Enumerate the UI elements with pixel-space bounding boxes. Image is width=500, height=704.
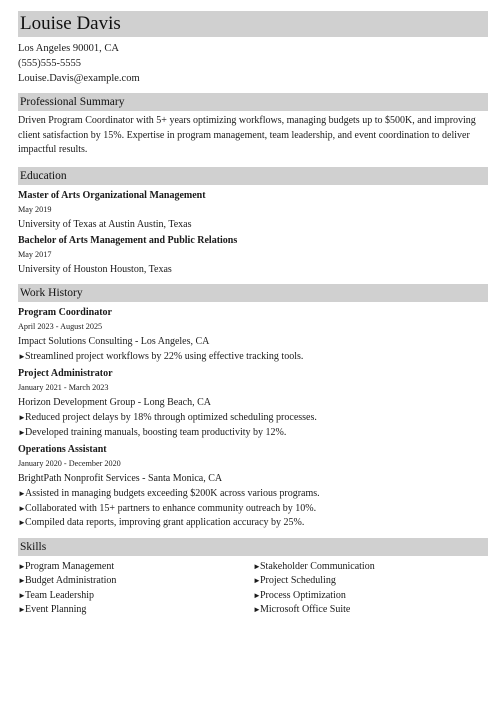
list-item [18, 350, 488, 365]
bullet-icon: ► [18, 518, 26, 527]
education-section-header [18, 167, 488, 185]
bullet-icon: ► [253, 576, 261, 585]
summary-title: Professional Summary [20, 96, 125, 108]
education-list [18, 188, 488, 278]
job-bullet-text: Collaborated with 15+ partners to enhance community outreach by 10%. [25, 502, 317, 514]
job-item [18, 366, 488, 440]
job-title: Operations Assistant [18, 444, 107, 455]
list-item [18, 560, 253, 575]
list-item [18, 516, 488, 531]
job-bullet-text: Developed training manuals, boosting team productivity by 12%. [25, 426, 287, 438]
list-item [18, 502, 488, 517]
skill-text: Program Management [25, 560, 115, 572]
bullet-icon: ► [18, 427, 26, 437]
education-school: University of Texas at Austin Austin, Texas [18, 218, 192, 230]
job-item [18, 442, 488, 531]
skill-text: Budget Administration [25, 575, 117, 586]
list-item [253, 560, 488, 575]
work-section-header [18, 284, 488, 302]
summary-text: Driven Program Coordinator with 5+ years optimizing workflows, managing budgets up to $500K, and improving client satisfaction by 15%. Expertise in program management, team leadership, and event coordination to deliver impactful results. [18, 115, 476, 155]
education-title: Education [20, 169, 67, 182]
skills-right-column [253, 560, 488, 618]
job-bullet-text: Compiled data reports, improving grant application accuracy by 25%. [25, 517, 305, 528]
work-list [18, 305, 488, 531]
resume-page [18, 11, 488, 618]
skills-section-header [18, 538, 488, 556]
job-item [18, 305, 488, 365]
job-company: Horizon Development Group - Long Beach, CA [18, 397, 212, 408]
contact-email: Louise.Davis@example.com [18, 73, 140, 84]
education-date: May 2017 [18, 249, 52, 259]
education-degree: Master of Arts Organizational Management [18, 189, 206, 201]
job-bullets [18, 487, 488, 531]
skills-left-column [18, 560, 253, 618]
bullet-icon: ► [253, 561, 261, 571]
education-item [18, 233, 488, 278]
job-bullet-text: Streamlined project workflows by 22% using effective tracking tools. [25, 350, 304, 362]
job-bullet-text: Assisted in managing budgets exceeding $200K across various programs. [25, 488, 320, 499]
bullet-icon: ► [18, 561, 26, 571]
list-item [18, 487, 488, 502]
job-dates: April 2023 - August 2025 [18, 321, 103, 331]
contact-address: Los Angeles 90001, CA [18, 43, 119, 54]
list-item [18, 589, 253, 604]
skill-text: Event Planning [25, 604, 87, 615]
job-title: Project Administrator [18, 368, 113, 379]
skill-text: Project Scheduling [260, 575, 336, 586]
bullet-icon: ► [18, 576, 26, 585]
list-item [18, 411, 488, 426]
contact-block [18, 41, 488, 86]
skill-text: Stakeholder Communication [260, 560, 375, 572]
skill-text: Microsoft Office Suite [260, 604, 351, 615]
list-item [253, 574, 488, 589]
job-dates: January 2020 - December 2020 [18, 459, 121, 468]
bullet-icon: ► [18, 351, 26, 361]
skill-text: Process Optimization [260, 589, 346, 601]
candidate-name: Louise Davis [20, 13, 121, 34]
contact-phone: (555)555-5555 [18, 58, 81, 69]
job-title: Program Coordinator [18, 306, 112, 318]
list-item [253, 603, 488, 618]
bullet-icon: ► [18, 489, 26, 498]
work-title: Work History [20, 286, 83, 299]
skills-grid [18, 560, 488, 618]
job-company: BrightPath Nonprofit Services - Santa Monica, CA [18, 473, 223, 484]
education-school: University of Houston Houston, Texas [18, 263, 172, 275]
list-item [18, 603, 253, 618]
job-bullet-text: Reduced project delays by 18% through optimized scheduling processes. [25, 412, 317, 423]
education-item [18, 188, 488, 233]
skill-text: Team Leadership [25, 589, 94, 601]
education-date: May 2019 [18, 204, 52, 214]
list-item [18, 426, 488, 441]
job-bullets [18, 411, 488, 440]
summary-section-header [18, 93, 488, 111]
job-dates: January 2021 - March 2023 [18, 383, 109, 392]
bullet-icon: ► [253, 605, 261, 614]
skills-title: Skills [20, 540, 47, 553]
list-item [253, 589, 488, 604]
education-degree: Bachelor of Arts Management and Public Relations [18, 234, 238, 246]
job-bullets [18, 350, 488, 365]
job-company: Impact Solutions Consulting - Los Angeles, CA [18, 335, 210, 347]
bullet-icon: ► [18, 413, 26, 422]
bullet-icon: ► [18, 503, 26, 513]
bullet-icon: ► [18, 590, 26, 600]
bullet-icon: ► [18, 605, 26, 614]
name-header [18, 11, 488, 37]
list-item [18, 574, 253, 589]
bullet-icon: ► [253, 590, 261, 600]
